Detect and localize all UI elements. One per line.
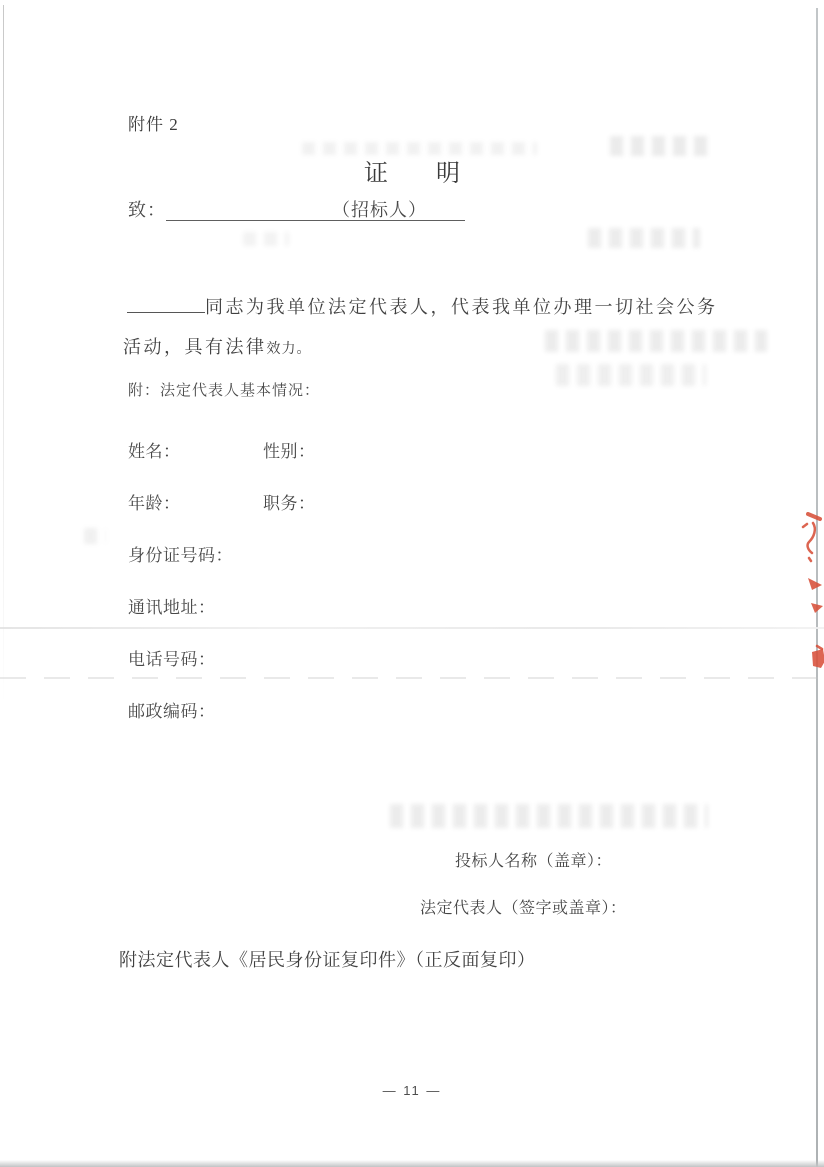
red-pen-stroke bbox=[808, 523, 815, 553]
ink-bleed-ghost bbox=[588, 228, 700, 248]
address-field-label: 通讯地址： bbox=[128, 598, 216, 617]
info-row bbox=[128, 593, 548, 615]
info-row bbox=[128, 489, 548, 511]
name-field-label: 姓名： bbox=[128, 442, 181, 461]
recipient-hint: （招标人） bbox=[332, 200, 427, 220]
age-field-label: 年龄： bbox=[128, 494, 181, 513]
salutation-line bbox=[128, 196, 465, 222]
info-row bbox=[128, 645, 548, 667]
body-text-line1: 同志为我单位法定代表人，代表我单位办理一切社会公务 bbox=[205, 297, 718, 317]
ink-bleed-ghost bbox=[390, 804, 708, 828]
position-field-label: 职务： bbox=[263, 494, 316, 513]
info-row bbox=[128, 541, 548, 563]
red-pen-stroke bbox=[812, 649, 824, 668]
left-page-edge-line bbox=[3, 5, 4, 705]
red-pen-stroke bbox=[803, 524, 807, 527]
ink-bleed-ghost bbox=[545, 330, 767, 352]
red-pen-stroke bbox=[817, 646, 822, 649]
red-pen-stroke bbox=[808, 578, 822, 590]
body-text-line2-small: 效力。 bbox=[266, 342, 312, 357]
footer-attachment-note: 附法定代表人《居民身份证复印件》（正反面复印） bbox=[119, 950, 536, 970]
red-pen-stroke bbox=[808, 514, 820, 519]
ink-bleed-ghost bbox=[243, 232, 289, 246]
legal-rep-info-heading: 附：法定代表人基本情况： bbox=[128, 383, 321, 399]
attachment-label: 附件 2 bbox=[128, 115, 179, 134]
scan-artifact-line-1 bbox=[0, 627, 824, 629]
bidder-seal-label: 投标人名称（盖章）： bbox=[455, 853, 613, 870]
id-number-field-label: 身份证号码： bbox=[128, 546, 233, 565]
body-paragraph-line2 bbox=[123, 333, 312, 359]
gender-field-label: 性别： bbox=[263, 442, 316, 461]
body-text-line2: 活动，具有法律 bbox=[123, 337, 267, 357]
ink-bleed-ghost bbox=[556, 364, 706, 386]
phone-field-label: 电话号码： bbox=[128, 650, 216, 669]
ink-bleed-ghost bbox=[84, 528, 106, 544]
info-row bbox=[128, 697, 548, 719]
salutation-prefix: 致： bbox=[128, 200, 166, 220]
page-number: — 11 — bbox=[382, 1083, 442, 1098]
legal-rep-signature-label: 法定代表人（签字或盖章）： bbox=[420, 900, 627, 917]
postal-code-field-label: 邮政编码： bbox=[128, 702, 216, 721]
name-blank-underline bbox=[127, 291, 205, 313]
body-paragraph-line1 bbox=[127, 291, 718, 319]
bottom-page-edge-shadow bbox=[0, 1160, 824, 1167]
red-pen-marks bbox=[795, 508, 824, 678]
document-title: 证 明 bbox=[364, 161, 460, 187]
scan-artifact-line-2 bbox=[0, 677, 824, 679]
red-pen-stroke bbox=[809, 558, 811, 561]
red-pen-stroke bbox=[811, 603, 823, 613]
recipient-blank-underline bbox=[166, 196, 465, 221]
info-row bbox=[128, 437, 548, 459]
